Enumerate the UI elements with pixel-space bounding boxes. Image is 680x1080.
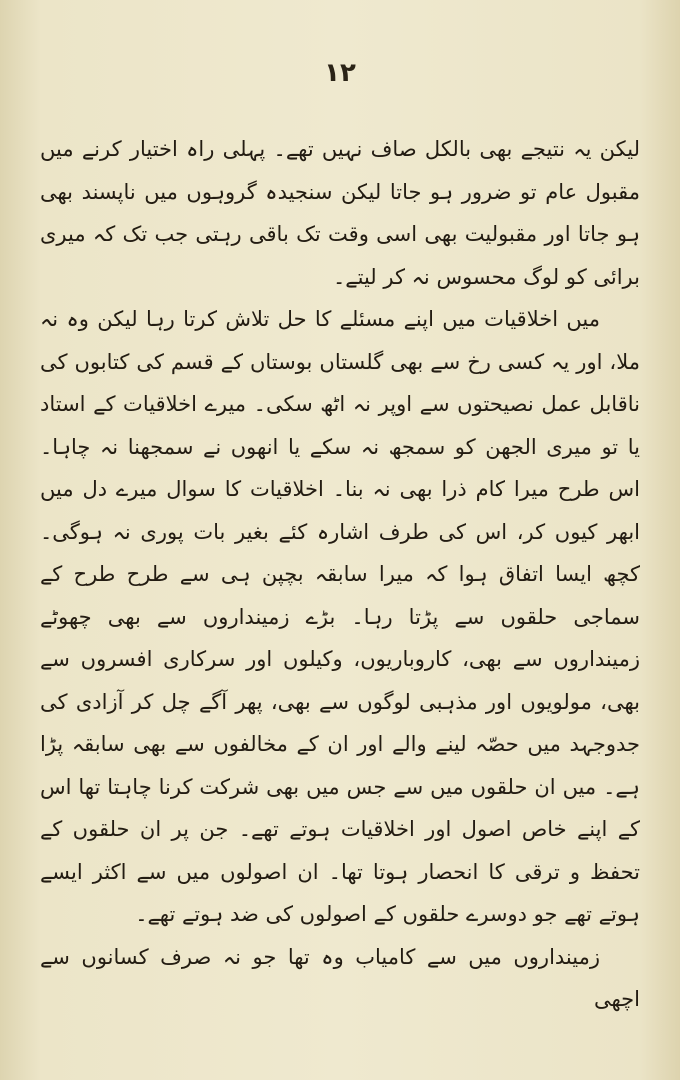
paragraph-2: میں اخلاقیات میں اپنے مسئلے کا حل تلاش کرتا رہا لیکن وہ نہ ملا، اور یہ کسی رخ سے بھی گلستاں بوستاں کے قسم کی کتابوں کی ناقابل عمل نصیحتوں سے اوپر نہ اٹھ سکی۔ میرے اخلاقیات کے استاد یا تو میری الجھن کو سمجھ نہ سکے یا انھوں نے سمجھنا نہ چاہا۔ اس طرح میرا کام ذرا بھی نہ بنا۔ اخلاقیات کا سوال میرے دل میں ابھر کیوں کر، اس کی طرف اشارہ کئے بغیر بات پوری نہ ہوگی۔ کچھ ایسا اتفاق ہوا کہ میرا سابقہ بچپن ہی سے طرح طرح کے سماجی حلقوں سے پڑتا رہا۔ بڑے زمینداروں سے بھی چھوٹے زمینداروں سے بھی، کاروباریوں، وکیلوں اور سرکاری افسروں سے بھی، مولویوں اور مذہبی لوگوں سے بھی، پھر آگے چل کر آزادی کی جدوجہد میں حصّہ لینے والے اور ان کے مخالفوں سے بھی سابقہ پڑا ہے۔ میں ان حلقوں میں سے جس میں بھی شرکت کرنا چاہتا تھا اس کے اپنے خاص اصول اور اخلاقیات ہوتے تھے۔ جن پر ان حلقوں کے تحفظ و ترقی کا انحصار ہوتا تھا۔ ان اصولوں میں سے اکثر ایسے ہوتے تھے جو دوسرے حلقوں کے اصولوں کی ضد ہوتے تھے۔ bbox=[40, 307, 640, 926]
paragraph-1: لیکن یہ نتیجے بھی بالکل صاف نہیں تھے۔ پہلی راہ اختیار کرنے میں مقبول عام تو ضرور ہو جاتا لیکن سنجیدہ گروہوں میں ناپسند بھی ہو جاتا اور مقبولیت بھی اسی وقت تک باقی رہتی جب تک کہ میری برائی کو لوگ محسوس نہ کر لیتے۔ bbox=[40, 137, 640, 289]
body-text bbox=[40, 128, 640, 1021]
page-number: ۱۲ bbox=[324, 58, 356, 88]
paragraph-3: زمینداروں میں سے کامیاب وہ تھا جو نہ صرف کسانوں سے اچھی bbox=[40, 944, 640, 1011]
